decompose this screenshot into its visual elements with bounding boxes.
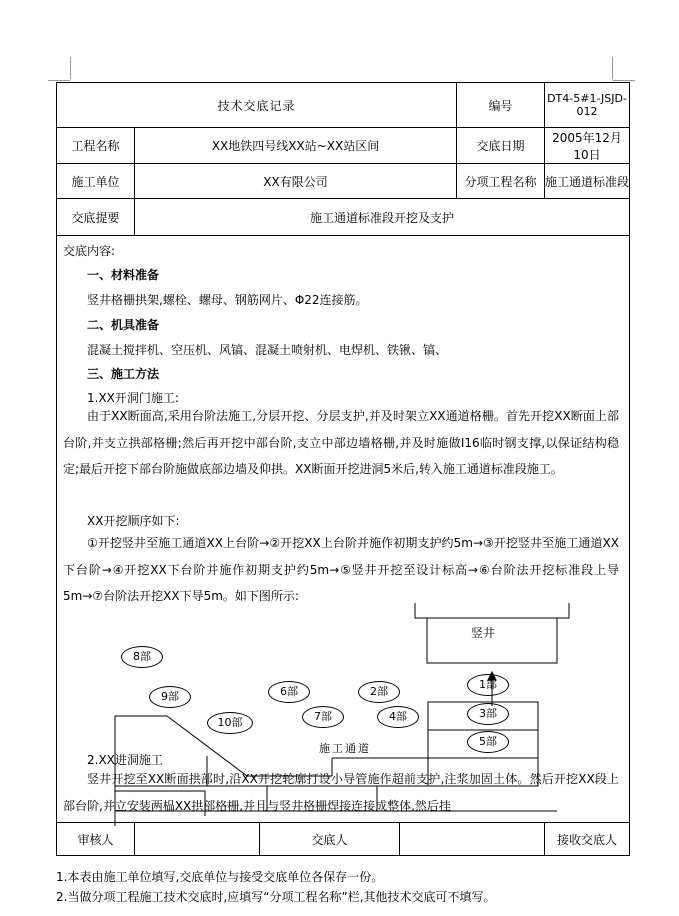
project-name-value: XX地铁四号线XX站~XX站区间 [135, 128, 457, 164]
paragraph-portal: 由于XX断面高,采用台阶法施工,分层开挖、分层支护,并及时架立XX通道格栅。首先开挖XX断面上部台阶,并支立拱部格栅;然后再开挖中部台阶,支立中部边墙格栅,并及时施做I16临时钢支撑,以保证结构稳定;最后开挖下部台阶施做底部边墙及仰拱。XX断面开挖进洞5米后,转入施工通道标准段施工。 [63, 409, 619, 476]
number-value: DT4-5#1-JSJD-012 [545, 83, 630, 128]
date-value: 2005年12月10日 [545, 128, 630, 164]
shaft-label: 竖井 [471, 626, 496, 640]
part-9-label: 9部 [149, 686, 191, 708]
crop-mark [613, 80, 635, 81]
project-name-label: 工程名称 [57, 128, 135, 164]
reviewer-signature [135, 823, 260, 856]
part-8-label: 8部 [121, 646, 163, 668]
part-10-label: 10部 [207, 712, 253, 734]
section-equipment-title: 二、机具准备 [87, 318, 160, 332]
presenter-signature [400, 823, 545, 856]
content-heading: 交底内容: [63, 244, 116, 258]
part-3-label: 3部 [467, 703, 509, 725]
note-1: 1.本表由施工单位填写,交底单位与接受交底单位各保存一份。 [56, 870, 384, 884]
unit-label: 施工单位 [57, 164, 135, 199]
presenter-label: 交底人 [260, 823, 400, 856]
part-4-label: 4部 [377, 706, 419, 728]
date-label: 交底日期 [457, 128, 545, 164]
part-7-label: 7部 [302, 706, 344, 728]
part-6-label: 6部 [268, 681, 310, 703]
section-method-title: 三、施工方法 [87, 367, 160, 381]
crop-mark [612, 57, 613, 79]
receiver-label: 接收交底人 [545, 823, 630, 856]
section-equipment-text: 混凝土搅拌机、空压机、风镐、混凝土喷射机、电焊机、铁锹、镐、 [87, 343, 448, 357]
tech-disclosure-form [56, 82, 630, 856]
part-1-label: 1部 [467, 674, 509, 696]
paragraph-entry: 竖井开挖至XX断面拱部时,沿XX开挖轮廓打设小导管施作超前支护,注浆加固土体。然后开挖XX段上部台阶,并立安装两榀XX拱部格栅,并且与竖井格栅焊接连接成整体,然后挂 [63, 772, 619, 813]
shaft-wall [415, 603, 569, 618]
subsection-entry-title: 2.XX进洞施工 [87, 753, 163, 767]
summary-value: 施工通道标准段开挖及支护 [135, 199, 630, 236]
number-label: 编号 [457, 83, 545, 128]
sequence-title: XX开挖顺序如下: [87, 514, 180, 528]
paragraph-sequence: ①开挖竖井至施工通道XX上台阶→②开挖XX上台阶并施作初期支护约5m→③开挖竖井至施工通道XX下台阶→④开挖XX下台阶并施作初期支护约5m→⑤竖井开挖至设计标高→⑥台阶法开挖标准段上导5m→⑦台阶法开挖XX下导5m。如下图所示: [63, 536, 619, 603]
reviewer-label: 审核人 [57, 823, 135, 856]
crop-mark [70, 57, 71, 79]
form-title: 技术交底记录 [57, 83, 457, 128]
unit-value: XX有限公司 [135, 164, 457, 199]
crop-mark [48, 80, 70, 81]
channel-label: 施工通道 [319, 742, 371, 755]
section-materials-text: 竖井格栅拱架,螺栓、螺母、钢筋网片、Φ22连接筋。 [87, 293, 368, 307]
summary-label: 交底提要 [57, 199, 135, 236]
part-2-label: 2部 [358, 681, 400, 703]
section-materials-title: 一、材料准备 [87, 268, 160, 282]
subproject-value: 施工通道标准段 [545, 164, 630, 199]
part-5-label: 5部 [467, 731, 509, 753]
note-2: 2.当做分项工程施工技术交底时,应填写“分项工程名称”栏,其他技术交底可不填写。 [56, 890, 496, 904]
subproject-label: 分项工程名称 [457, 164, 545, 199]
content-cell [57, 236, 630, 823]
subsection-portal-title: 1.XX开洞门施工: [87, 391, 179, 405]
